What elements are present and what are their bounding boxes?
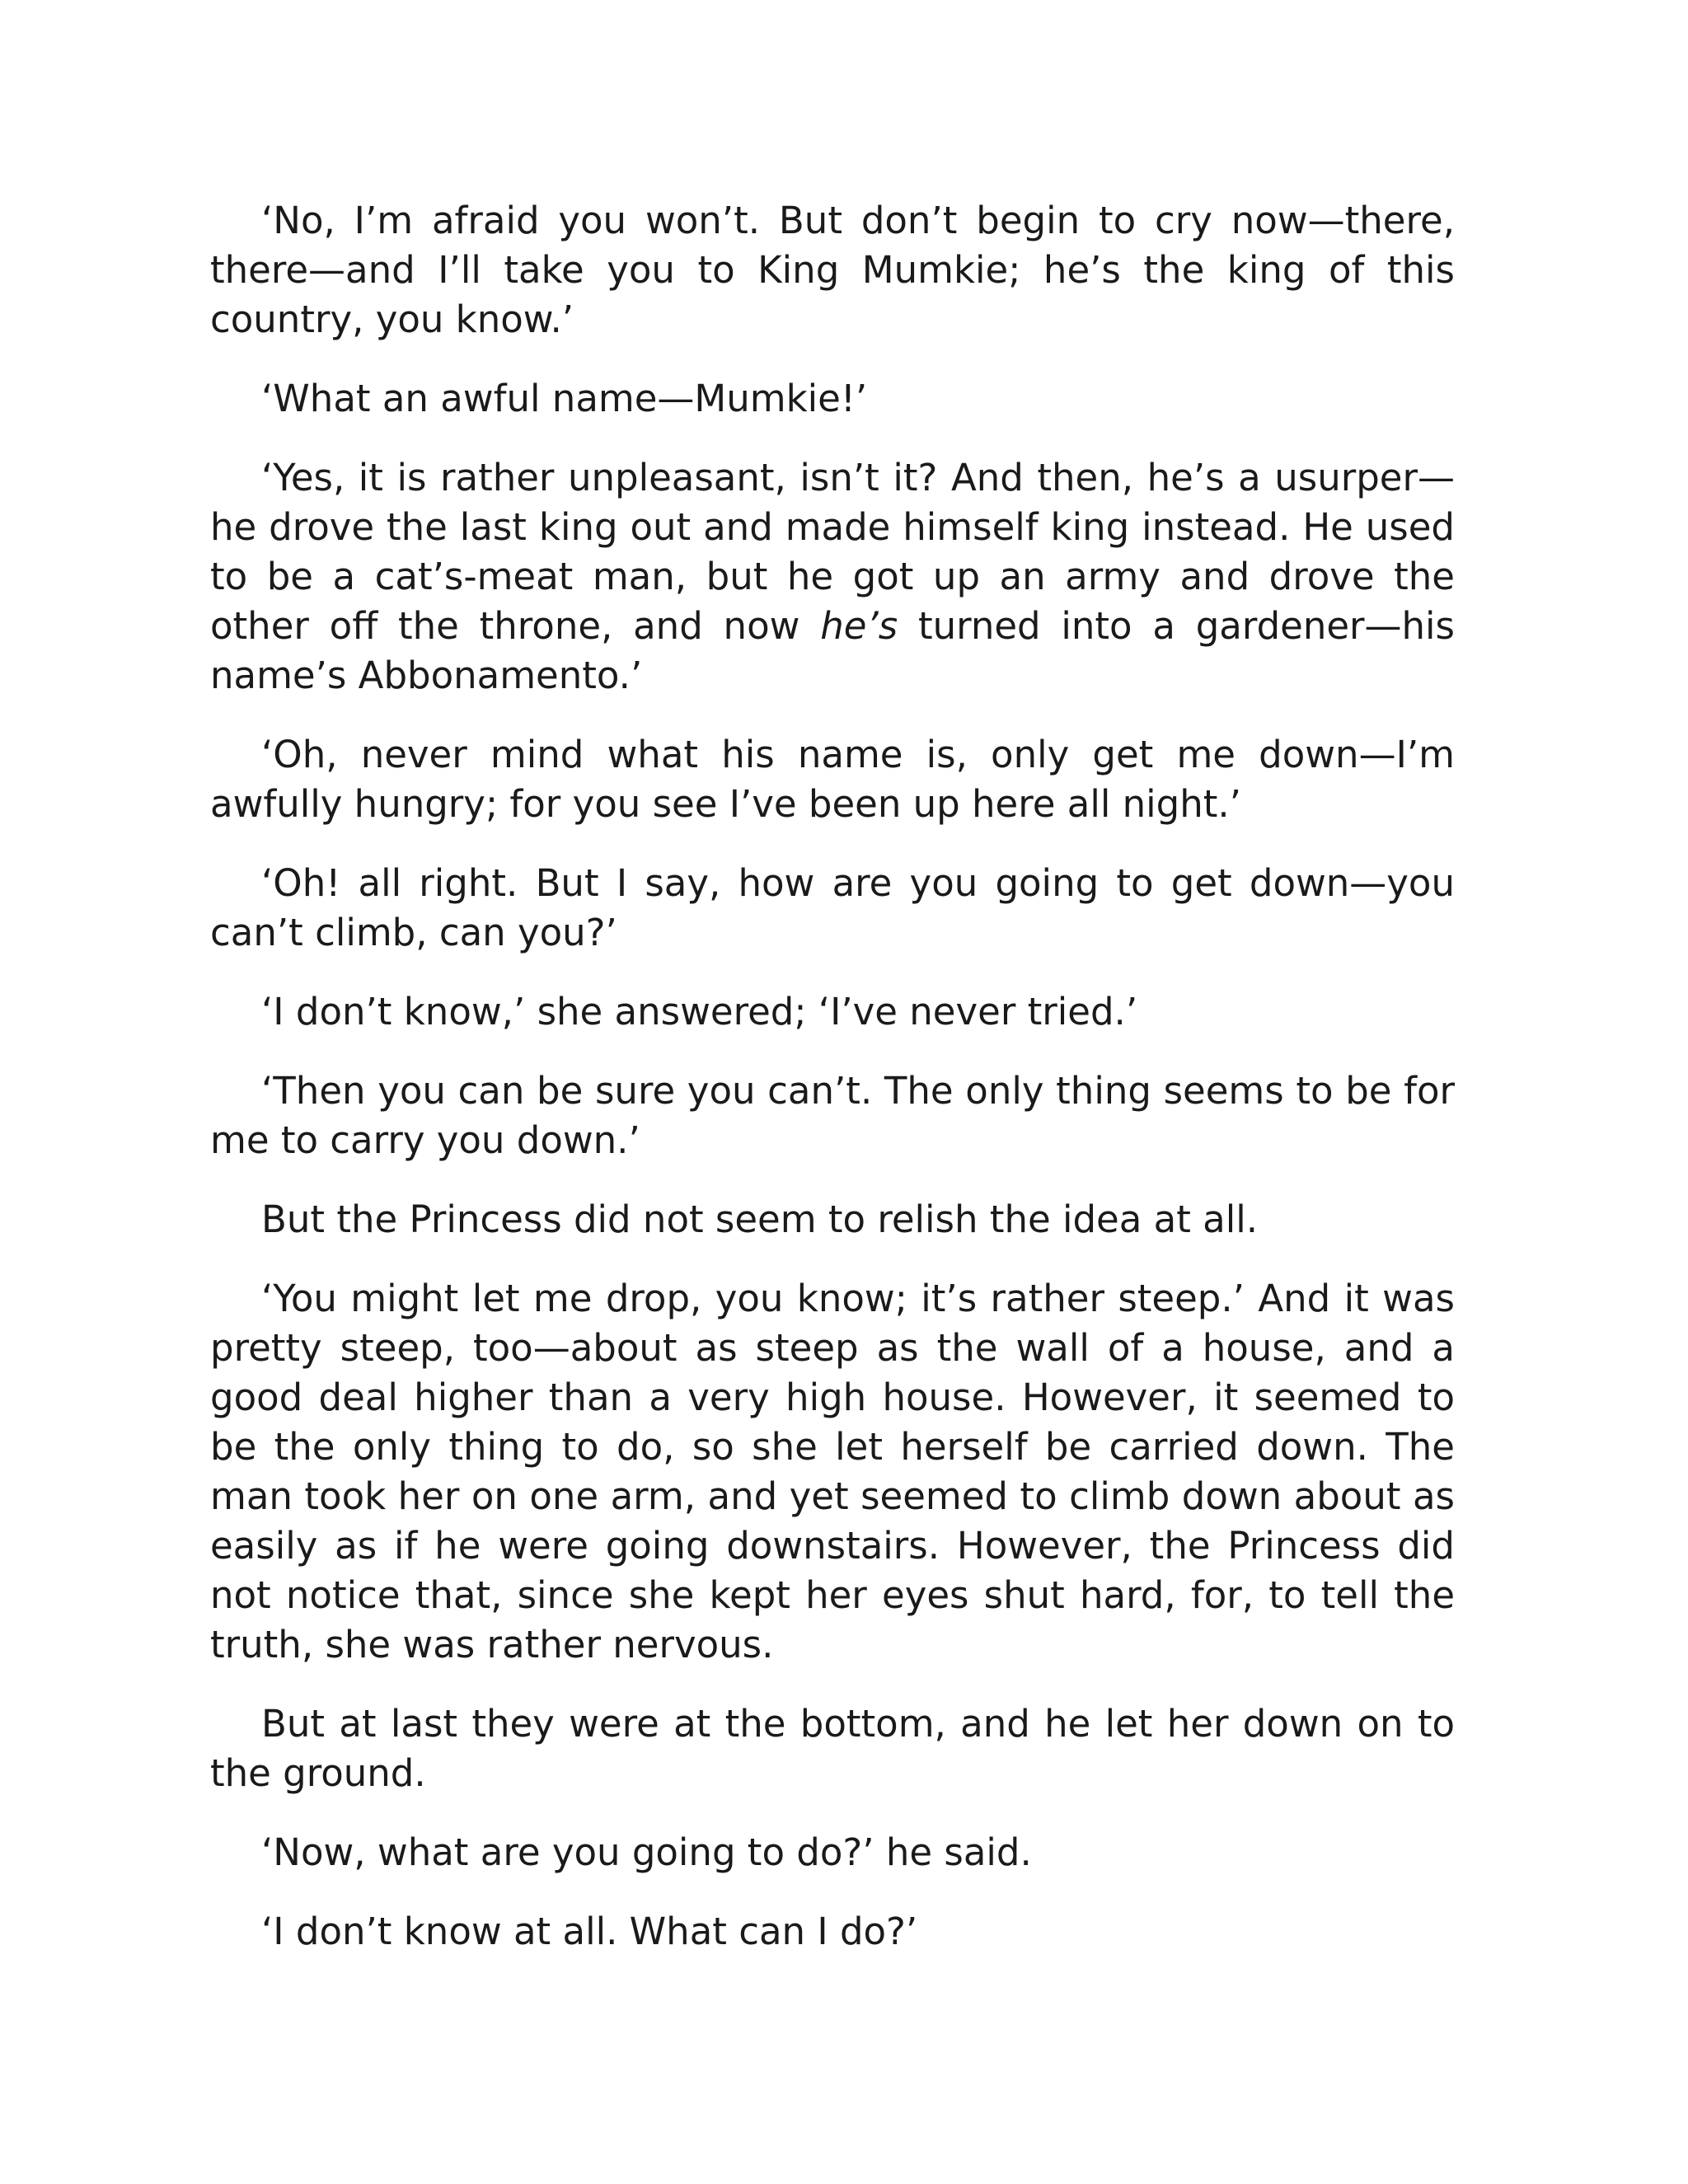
paragraph-5: ‘Oh! all right. But I say, how are you going to get down—you can’t climb, can you?’ (210, 861, 1455, 954)
paragraph-1: ‘No, I’m afraid you won’t. But don’t begin to cry now—there, there—and I’ll take you to King Mumkie; he’s the king of this country, you know.’ (210, 199, 1455, 341)
paragraph-6: ‘I don’t know,’ she answered; ‘I’ve never tried.’ (261, 990, 1138, 1033)
paragraph-2: ‘What an awful name—Mumkie!’ (261, 377, 868, 420)
paragraph-8: But the Princess did not seem to relish the idea at all. (261, 1197, 1259, 1241)
paragraph-7: ‘Then you can be sure you can’t. The only thing seems to be for me to carry you down.’ (210, 1069, 1455, 1162)
paragraph-4: ‘Oh, never mind what his name is, only get me down—I’m awfully hungry; for you see I’ve been up here all night.’ (210, 733, 1455, 826)
paragraph-3-after: turned into a gardener—his name’s Abbonamento.’ (210, 604, 1455, 697)
paragraph-3-emphasis: he’s (820, 604, 898, 648)
paragraph-3 (210, 453, 1455, 701)
paragraph-3-before: ‘Yes, it is rather unpleasant, isn’t it? And then, he’s a usurper—he drove the last king out and made himself king instead. He used to be a cat’s-meat man, but he got up an army and drove the other off the throne, and now (210, 456, 1455, 648)
paragraph-10: But at last they were at the bottom, and he let her down on to the ground. (210, 1702, 1455, 1795)
paragraph-11: ‘Now, what are you going to do?’ he said. (261, 1830, 1032, 1874)
page-body (210, 196, 1455, 1957)
paragraph-12: ‘I don’t know at all. What can I do?’ (261, 1910, 918, 1953)
paragraph-9: ‘You might let me drop, you know; it’s rather steep.’ And it was pretty steep, too—about as steep as the wall of a house, and a good deal higher than a very high house. However, it seemed to be the only thing to do, so she let herself be carried down. The man took her on one arm, and yet seemed to climb down about as easily as if he were going downstairs. However, the Princess did not notice that, since she kept her eyes shut hard, for, to tell the truth, she was rather nervous. (210, 1277, 1455, 1666)
